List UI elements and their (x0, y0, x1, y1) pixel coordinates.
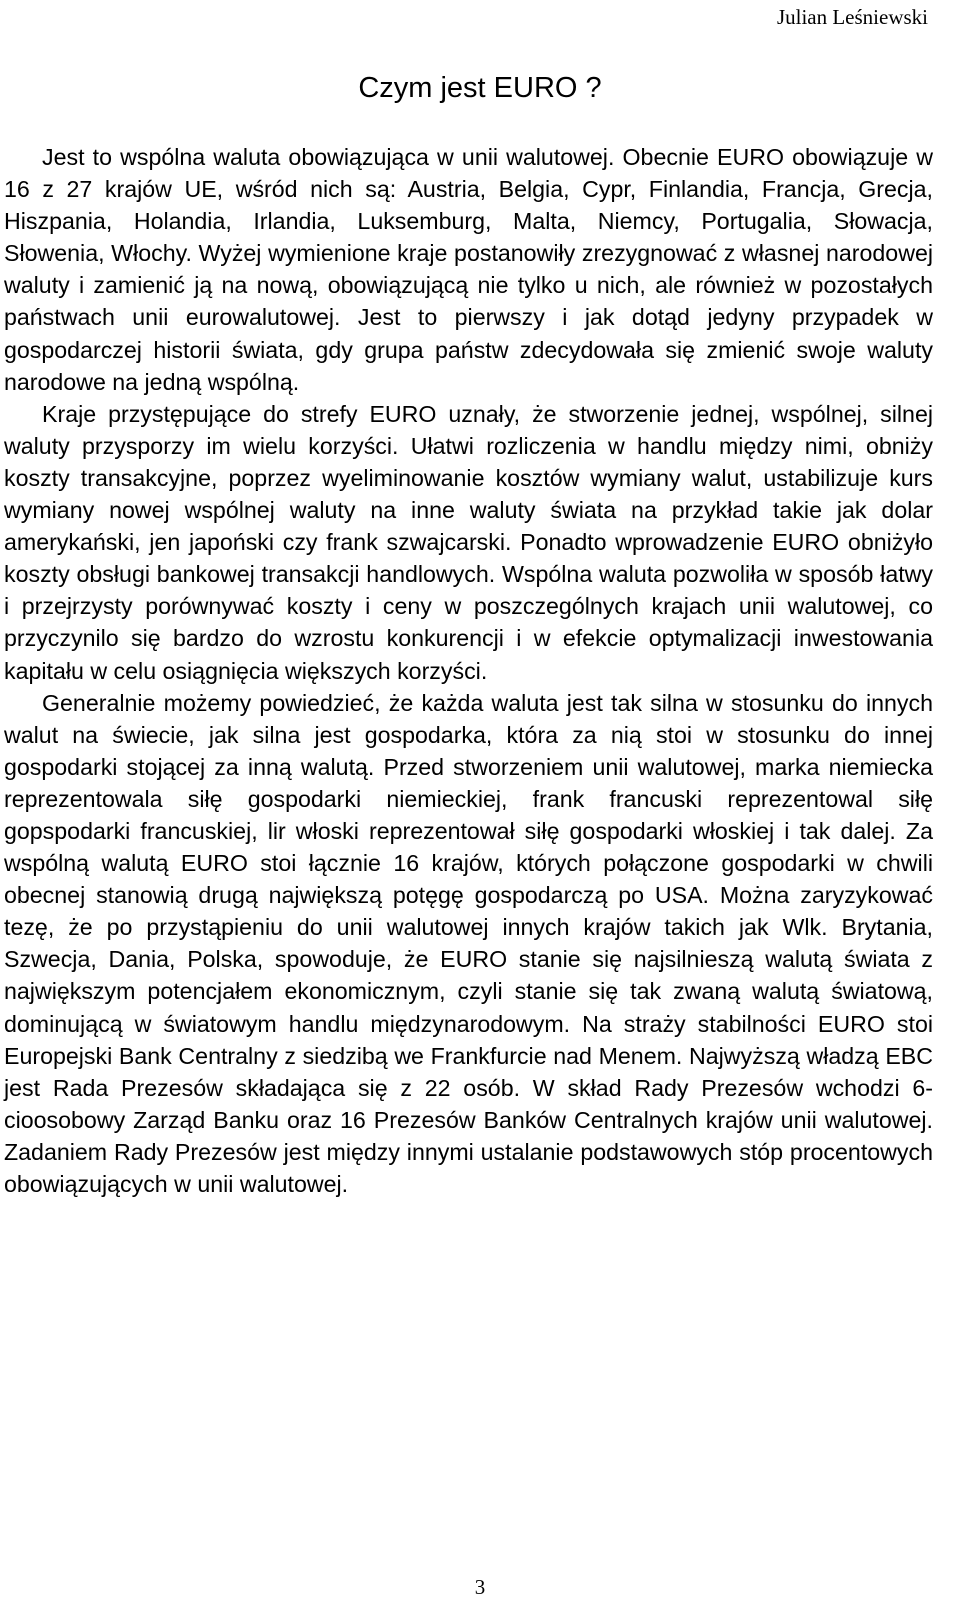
page-title: Czym jest EURO ? (358, 72, 602, 104)
paragraph: Jest to wspólna waluta obowiązująca w unii walutowej. Obecnie EURO obowiązuje w 16 z 27 krajów UE, wśród nich są: Austria, Belgia, Cypr, Finlandia, Francja, Grecja, Hiszpania, Holandia, Irlandia, Luksemburg, Malta, Niemcy, Portugalia, Słowacja, Słowenia, Włochy. Wyżej wymienione kraje postanowiły zrezygnować z własnej narodowej waluty i zamienić ją na nową, obowiązującą nie tylko u nich, ale również w pozostałych państwach unii eurowalutowej. Jest to pierwszy i jak dotąd jedyny przypadek w gospodarczej historii świata, gdy grupa państw zdecydowała się zmienić swoje waluty narodowe na jedną wspólną. (4, 144, 933, 395)
document-body (4, 141, 933, 1200)
paragraph: Kraje przystępujące do strefy EURO uznały, że stworzenie jednej, wspólnej, silnej waluty przysporzy im wielu korzyści. Ułatwi rozliczenia w handlu między nimi, obniży koszty transakcyjne, poprzez wyeliminowanie kosztów wymiany walut, ustabilizuje kurs wymiany nowej wspólnej waluty na inne waluty świata na przykład takie jak dolar amerykański, jen japoński czy frank szwajcarski. Ponadto wprowadzenie EURO obniżyło koszty obsługi bankowej transakcji handlowych. Wspólna waluta pozwoliła w sposób łatwy i przejrzysty porównywać koszty i ceny w poszczególnych krajach unii walutowej, co przyczynilo się bardzo do wzrostu konkurencji i w efekcie optymalizacji inwestowania kapitału w celu osiągnięcia większych korzyści. (4, 400, 933, 684)
page-number: 3 (474, 1575, 486, 1599)
paragraph: Generalnie możemy powiedzieć, że każda waluta jest tak silna w stosunku do innych walut na świecie, jak silna jest gospodarka, która za nią stoi w stosunku do innej gospodarki stojącej za inną walutą. Przed stworzeniem unii walutowej, marka niemiecka reprezentowala siłę gospodarki niemieckiej, frank francuski reprezentowal siłę gopspodarki francuskiej, lir włoski reprezentował siłę gospodarki włoskiej i tak dalej. Za wspólną walutą EURO stoi łącznie 16 krajów, których połączone gospodarki w chwili obecnej stanowią drugą największą potęgę gospodarczą po USA. Można zaryzykować tezę, że po przystąpieniu do unii walutowej innych krajów takich jak Wlk. Brytania, Szwecja, Dania, Polska, spowoduje, że EURO stanie się najsilnieszą walutą świata z największym potencjałem ekonomicznym, czyli stanie się tak zwaną walutą światową, dominującą w światowym handlu międzynarodowym. Na straży stabilności EURO stoi Europejski Bank Centralny z siedzibą we Frankfurcie nad Menem. Najwyższą władzą EBC jest Rada Prezesów składająca się z 22 osób. W skład Rady Prezesów wchodzi 6-cioosobowy Zarząd Banku oraz 16 Prezesów Banków Centralnych krajów unii walutowej. Zadaniem Rady Prezesów jest między innymi ustalanie podstawowych stóp procentowych obowiązujących w unii walutowej. (4, 689, 933, 1197)
header-author: Julian Leśniewski (776, 5, 928, 29)
